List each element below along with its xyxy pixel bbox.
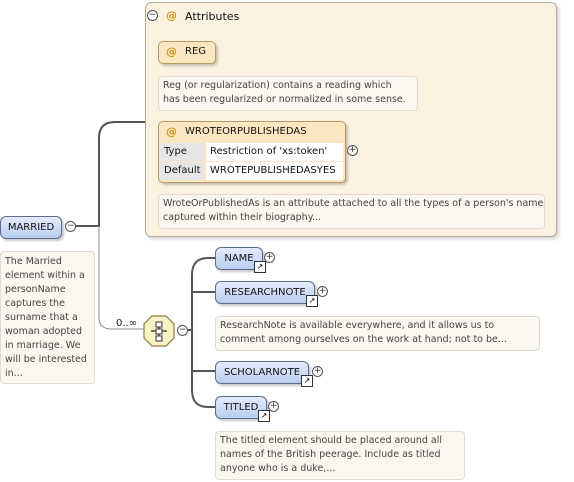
doc-line: Reg (or regularization) contains a reading which [163,80,392,91]
attributes-title: Attributes [185,10,240,23]
attribute-at-icon: @ [166,45,177,58]
attributes-collapse-icon[interactable]: − [148,10,157,20]
doc-line: captures the [5,298,65,309]
married-doc [0,251,95,384]
doc-line: The titled element should be placed around all [220,435,443,446]
attribute-reg[interactable] [158,41,216,64]
expand-icon[interactable]: + [265,252,274,262]
researchnote-doc [215,316,540,351]
reference-icon: ↗ [301,375,313,387]
connector-married-to-sequence [99,226,144,329]
reference-icon: ↗ [306,295,318,307]
connector-married-to-attributes [76,122,145,226]
doc-line: ResearchNote is available everywhere, and it allows us to [220,320,495,331]
attribute-reg-doc [158,76,418,111]
expand-icon[interactable]: + [313,366,322,376]
doc-line: in marriage. We [5,340,81,351]
sequence-icon[interactable] [143,315,175,347]
attributes-at-icon: @ [166,9,177,22]
expand-icon[interactable]: + [348,145,357,155]
type-label: Type [164,146,187,157]
element-researchnote[interactable]: RESEARCHNOTE [215,281,315,304]
default-label: Default [164,165,201,176]
doc-line: woman adopted [5,326,82,337]
element-married[interactable]: MARRIED [0,216,62,239]
doc-line: will be interested [5,354,87,365]
element-scholarnote[interactable]: SCHOLARNOTE [215,361,309,384]
sequence-collapse-icon[interactable]: − [178,325,187,335]
married-collapse-icon[interactable]: − [66,221,75,231]
attribute-wroteorpublishedas-name: WROTEORPUBLISHEDAS [185,126,307,137]
titled-doc [215,431,465,480]
doc-line: The Married [5,256,62,267]
connector-sequence-spine [188,258,216,407]
expand-icon[interactable]: + [318,286,327,296]
doc-line: WroteOrPublishedAs is an attribute attached to all the types of a person's name [163,198,544,209]
doc-line: in... [5,368,23,379]
attribute-reg-name: REG [185,46,207,57]
expand-icon[interactable]: + [269,401,278,411]
doc-line: names of the British peerage. Include as titled [220,449,441,460]
reference-icon: ↗ [254,261,266,273]
doc-line: element within a [5,270,85,281]
default-value: WROTEPUBLISHEDASYES [210,165,336,176]
doc-line: anyone who is a duke,... [220,463,336,474]
attribute-wroteorpublishedas[interactable] [158,121,346,183]
doc-line: comment among ourselves on the work at hand; not to be... [220,334,507,345]
doc-line: has been regularized or normalized in some sense. [163,94,406,105]
attribute-wroteorpublishedas-doc [158,194,545,229]
doc-line: surname that a [5,312,78,323]
element-titled[interactable]: TITLED [215,396,267,419]
doc-line: personName [5,284,66,295]
sequence-cardinality: 0..∞ [116,318,138,329]
type-value: Restriction of 'xs:token' [210,146,328,157]
element-name[interactable]: NAME [215,247,263,270]
reference-icon: ↗ [258,410,270,422]
doc-line: captured within their biography... [163,212,322,223]
attribute-at-icon: @ [166,125,177,138]
